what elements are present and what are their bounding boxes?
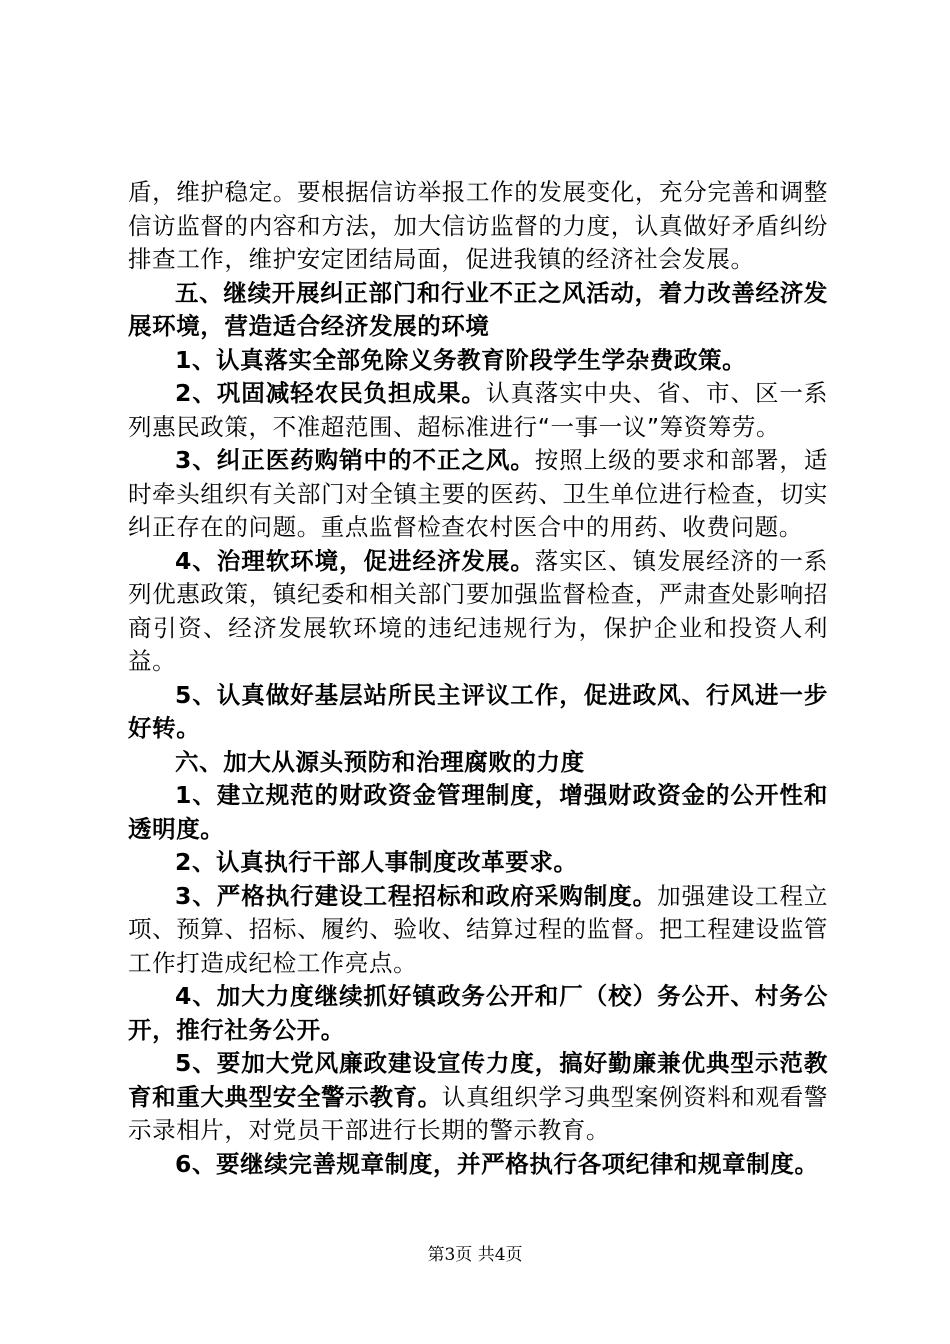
paragraph-lead: 6、要继续完善规章制度，并严格执行各项纪律和规章制度。 [175,1149,819,1178]
document-body [128,176,828,1181]
list-item-5-3 [128,444,828,545]
list-item-6-4 [128,980,828,1047]
paragraph-lead: 六、加大从源头预防和治理腐败的力度 [175,747,585,776]
list-item-6-6 [128,1148,828,1182]
paragraph-lead: 1、建立规范的财政资金管理制度，增强财政资金的公开性和透明度。 [128,781,828,843]
paragraph-lead: 4、治理软环境，促进经济发展。 [175,546,535,575]
section-heading-six [128,746,828,780]
paragraph-lead: 五、继续开展纠正部门和行业不正之风活动，着力改善经济发展环境，营造适合经济发展的环境 [128,278,828,340]
paragraph-text: 落实区、镇发展经济的一系列优惠政策，镇纪委和相关部门要加强监督检查，严肃查处影响招商引资、经济发展软环境的违纪违规行为，保护企业和投资人利益。 [128,546,828,675]
page-number-footer: 第3页 共4页 [427,1245,523,1265]
list-item-6-1 [128,779,828,846]
paragraph-lead: 1、认真落实全部免除义务教育阶段学生学杂费政策。 [175,345,747,374]
paragraph-text: 认真落实中央、省、市、区一系列惠民政策，不准超范围、超标准进行“一事一议”筹资筹劳。 [128,379,828,441]
paragraph-lead: 4、加大力度继续抓好镇政务公开和厂（校）务公开、村务公开，推行社务公开。 [128,982,828,1044]
list-item-5-4 [128,545,828,679]
paragraph-text: 认真组织学习典型案例资料和观看警示录相片，对党员干部进行长期的警示教育。 [128,1082,828,1144]
list-item-6-5 [128,1047,828,1148]
paragraph-lead: 5、要加大党风廉政建设宣传力度，搞好勤廉兼优典型示范教育和重大典型安全警示教育。 [128,1049,828,1111]
paragraph-continuation [128,176,828,277]
paragraph-lead: 2、认真执行干部人事制度改革要求。 [175,848,578,876]
paragraph-lead: 3、纠正医药购销中的不正之风。 [175,446,535,474]
paragraph-lead: 2、巩固减轻农民负担成果。 [175,379,486,407]
paragraph-text: 加强建设工程立项、预算、招标、履约、验收、结算过程的监督。把工程建设监管工作打造成纪检工作亮点。 [128,881,829,977]
list-item-5-1 [128,344,828,378]
list-item-6-3 [128,880,828,981]
paragraph-text: 盾，维护稳定。要根据信访举报工作的发展变化，充分完善和调整信访监督的内容和方法，加大信访监督的力度，认真做好矛盾纠纷排查工作，维护安定团结局面，促进我镇的经济社会发展。 [128,178,828,273]
list-item-5-5 [128,679,828,746]
paragraph-lead: 5、认真做好基层站所民主评议工作，促进政风、行风进一步好转。 [128,680,828,742]
paragraph-text: 按照上级的要求和部署，适时牵头组织有关部门对全镇主要的医药、卫生单位进行检查，切实纠正存在的问题。重点监督检查农村医合中的用药、收费问题。 [128,446,828,541]
list-item-6-2 [128,846,828,880]
paragraph-lead: 3、严格执行建设工程招标和政府采购制度。 [175,881,658,910]
section-heading-five [128,277,828,344]
list-item-5-2 [128,377,828,444]
